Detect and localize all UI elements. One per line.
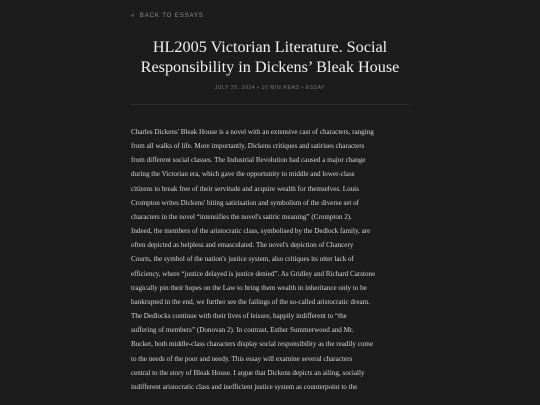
article-meta: JULY 25, 2024 • 10 MIN READ • ESSAY xyxy=(214,85,326,91)
article-title-line: HL2005 Victorian Literature. Social xyxy=(152,38,388,56)
body-line: to the needs of the poor and needy. This essay will examine several characters xyxy=(131,354,353,363)
body-line: central to the story of Bleak House. I argue that Dickens depicts an ailing, socially xyxy=(131,368,365,377)
article-title-line: Responsibility in Dickens’ Bleak House xyxy=(140,58,400,76)
body-line: efficiency, where “justice delayed is justice denied”. As Gridley and Richard Carstone xyxy=(131,269,376,278)
body-line: characters in the novel “intensifies the novel's satiric meaning” (Crompton 2). xyxy=(131,212,352,221)
body-line: Bucket, both middle-class characters display social responsibility as the readily come xyxy=(131,340,374,349)
back-arrow-icon: « xyxy=(131,13,136,19)
header-divider xyxy=(131,104,409,105)
body-line: during the Victorian era, which gave the opportunity to middle and lower-class xyxy=(131,170,355,179)
body-line: often depicted as helpless and emasculated. The novel's depiction of Chancery xyxy=(131,241,354,250)
article-title xyxy=(120,37,420,77)
body-line: Crompton writes Dickens' biting satirisation and symbolism of the diverse set of xyxy=(131,198,360,207)
body-line: tragically pin their hopes on the Law to bring them wealth in inheritance only to be xyxy=(131,283,367,292)
body-line: Courts, the symbol of the nation's justice system, also critiques its utter lack of xyxy=(131,255,354,264)
back-to-essays-link[interactable] xyxy=(131,12,204,21)
body-line: indifferent aristocratic class and inefficient justice system as counterpoint to the xyxy=(131,382,358,391)
body-line: from different social classes. The Industrial Revolution had caused a major change xyxy=(131,156,366,165)
body-line: Indeed, the members of the aristocratic class, symbolised by the Dedlock family, are xyxy=(131,227,371,236)
back-link-label: BACK TO ESSAYS xyxy=(139,13,204,19)
body-line: Charles Dickens' Bleak House is a novel with an extensive cast of characters, ranging xyxy=(131,128,374,136)
body-line: suffering of members” (Donovan 2). In contrast, Esther Summerwood and Mr. xyxy=(131,326,354,335)
body-line: The Dedlocks continue with their lives of leisure, happily indifferent to “the xyxy=(131,312,347,321)
body-line: from all walks of life. More importantly, Dickens critiques and satirises characters xyxy=(131,142,365,151)
article-body xyxy=(131,125,421,394)
body-line: bankrupted in the end, we further see the failings of the so-called aristocratic dream. xyxy=(131,297,370,306)
body-line: citizens to break free of their servitude and acquire wealth for themselves. Louis xyxy=(131,184,359,193)
